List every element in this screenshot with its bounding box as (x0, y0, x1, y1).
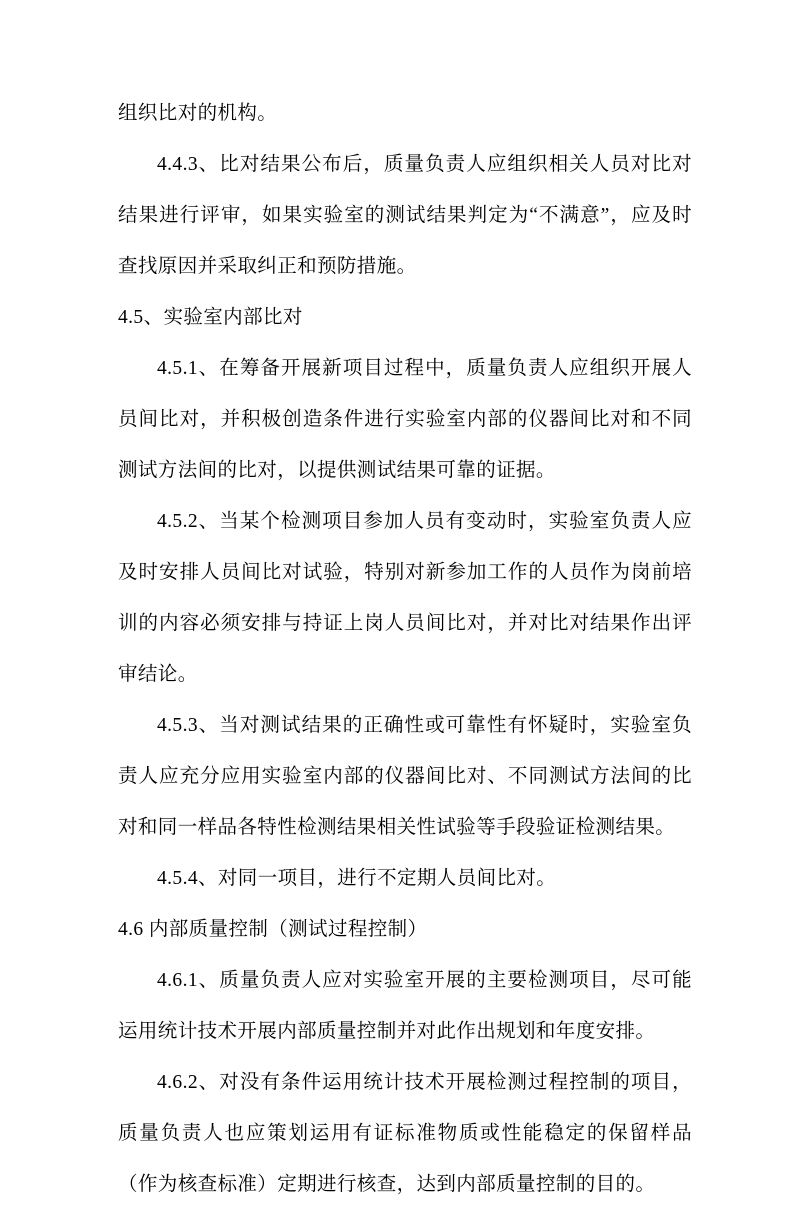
paragraph-4-5-2: 4.5.2、当某个检测项目参加人员有变动时，实验室负责人应及时安排人员间比对试验，特别对新参加工作的人员作为岗前培训的内容必须安排与持证上岗人员间比对，并对比对结果作出评审结论。 (118, 511, 692, 685)
document-body (118, 88, 692, 1210)
paragraph-4-5-4: 4.5.4、对同一项目，进行不定期人员间比对。 (157, 868, 557, 889)
heading-4-6: 4.6 内部质量控制（测试过程控制） (118, 919, 428, 940)
paragraph-continuation: 组织比对的机构。 (118, 103, 278, 124)
heading-4-5: 4.5、实验室内部比对 (118, 307, 303, 328)
paragraph-4-6-1: 4.6.1、质量负责人应对实验室开展的主要检测项目，尽可能运用统计技术开展内部质量控制并对此作出规划和年度安排。 (118, 970, 692, 1042)
paragraph-4-5-1: 4.5.1、在筹备开展新项目过程中，质量负责人应组织开展人员间比对，并积极创造条件进行实验室内部的仪器间比对和不同测试方法间的比对，以提供测试结果可靠的证据。 (118, 358, 692, 481)
paragraph-4-4-3: 4.4.3、比对结果公布后，质量负责人应组织相关人员对比对结果进行评审，如果实验室的测试结果判定为“不满意”，应及时查找原因并采取纠正和预防措施。 (118, 154, 692, 277)
paragraph-4-6-2: 4.6.2、对没有条件运用统计技术开展检测过程控制的项目，质量负责人也应策划运用有证标准物质或性能稳定的保留样品（作为核查标准）定期进行核查，达到内部质量控制的目的。 (118, 1072, 692, 1195)
paragraph-4-5-3: 4.5.3、当对测试结果的正确性或可靠性有怀疑时，实验室负责人应充分应用实验室内部的仪器间比对、不同测试方法间的比对和同一样品各特性检测结果相关性试验等手段验证检测结果。 (118, 715, 692, 838)
